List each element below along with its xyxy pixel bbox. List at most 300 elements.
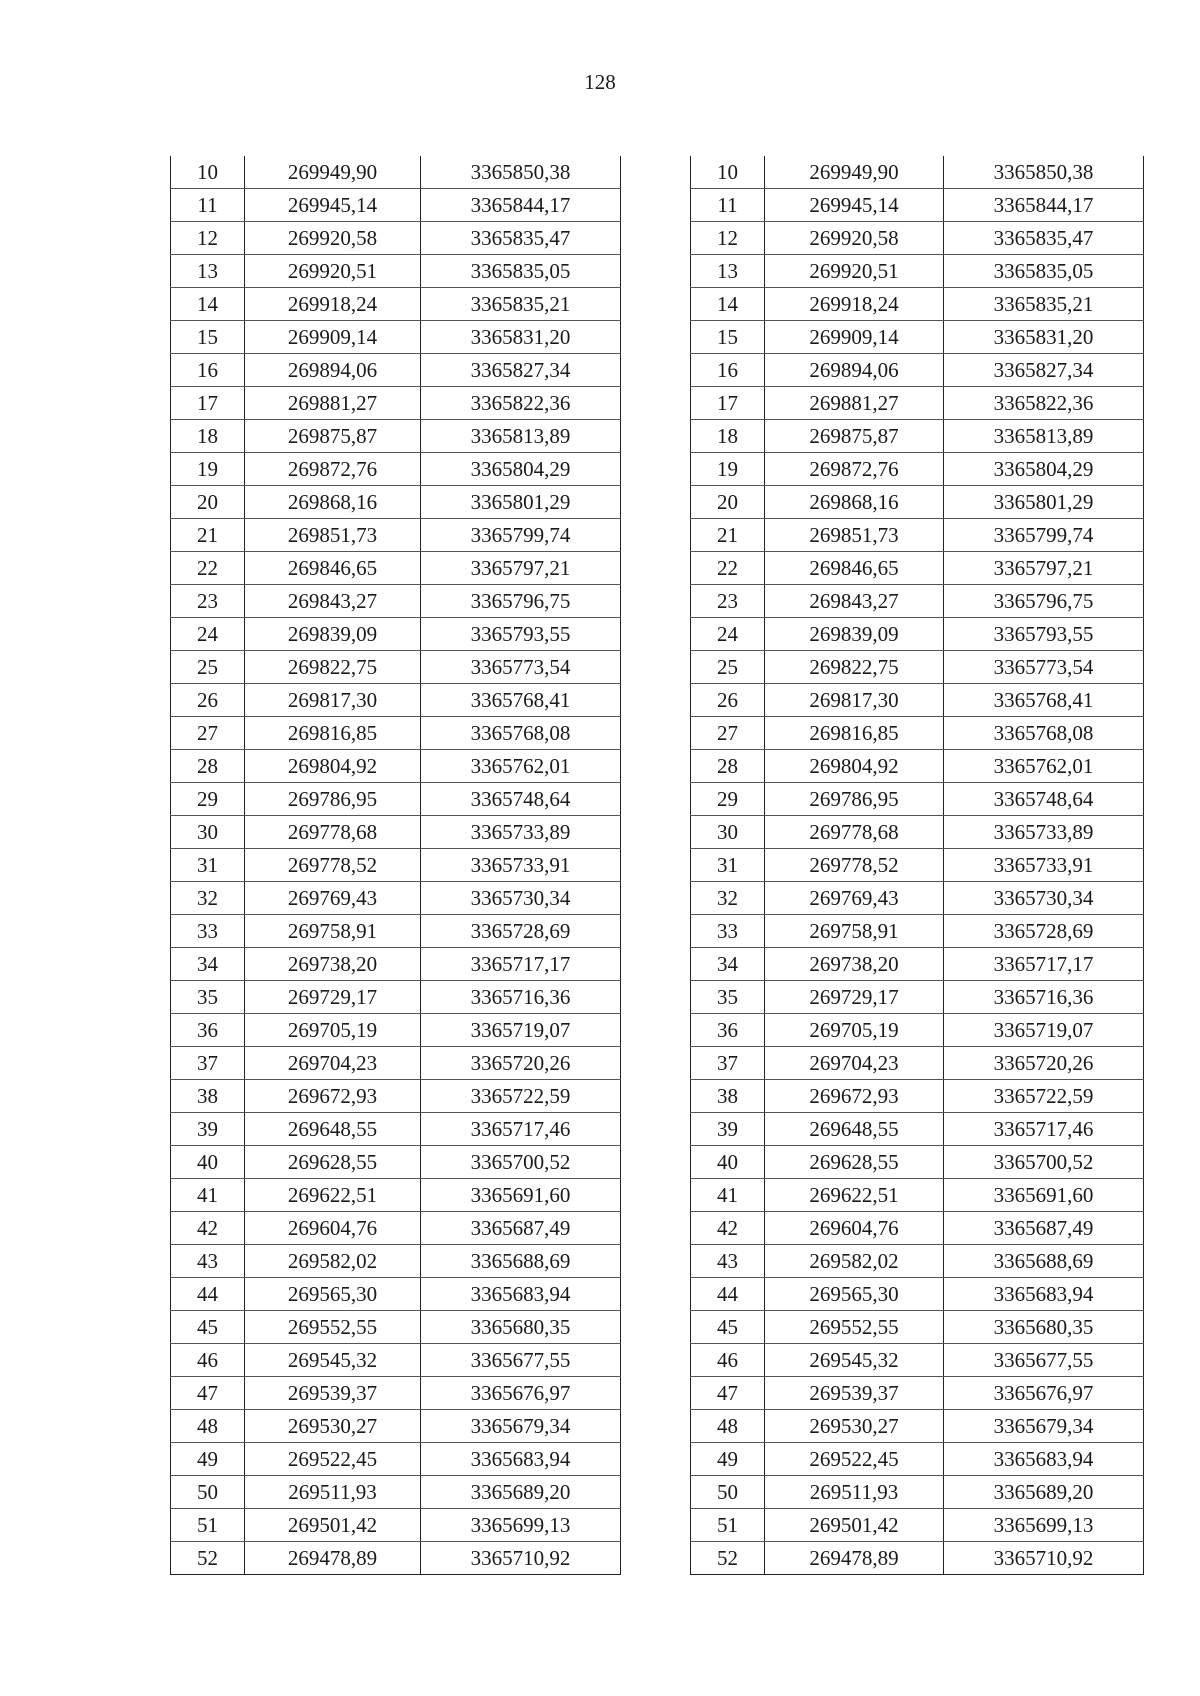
y-coordinate-cell: 3365691,60 [944,1179,1144,1212]
y-coordinate-cell: 3365822,36 [421,387,621,420]
point-number-cell: 41 [171,1179,245,1212]
x-coordinate-cell: 269501,42 [245,1509,421,1542]
x-coordinate-cell: 269545,32 [765,1344,944,1377]
y-coordinate-cell: 3365804,29 [421,453,621,486]
point-number-cell: 11 [171,189,245,222]
table-row [171,453,621,486]
y-coordinate-cell: 3365822,36 [944,387,1144,420]
x-coordinate-cell: 269530,27 [765,1410,944,1443]
y-coordinate-cell: 3365679,34 [421,1410,621,1443]
point-number-cell: 25 [171,651,245,684]
table-row [691,651,1144,684]
point-number-cell: 23 [691,585,765,618]
y-coordinate-cell: 3365728,69 [944,915,1144,948]
table-row [691,1245,1144,1278]
table-row [691,1179,1144,1212]
table-row [691,1212,1144,1245]
y-coordinate-cell: 3365844,17 [944,189,1144,222]
point-number-cell: 20 [691,486,765,519]
y-coordinate-cell: 3365835,47 [421,222,621,255]
x-coordinate-cell: 269705,19 [765,1014,944,1047]
point-number-cell: 45 [171,1311,245,1344]
point-number-cell: 22 [691,552,765,585]
table-row [171,1344,621,1377]
point-number-cell: 34 [691,948,765,981]
x-coordinate-cell: 269851,73 [245,519,421,552]
point-number-cell: 20 [171,486,245,519]
point-number-cell: 50 [691,1476,765,1509]
y-coordinate-cell: 3365850,38 [421,156,621,189]
y-coordinate-cell: 3365728,69 [421,915,621,948]
y-coordinate-cell: 3365748,64 [944,783,1144,816]
x-coordinate-cell: 269478,89 [245,1542,421,1575]
table-row [171,882,621,915]
point-number-cell: 40 [171,1146,245,1179]
point-number-cell: 17 [171,387,245,420]
y-coordinate-cell: 3365699,13 [421,1509,621,1542]
table-row [691,288,1144,321]
table-row [691,1047,1144,1080]
x-coordinate-cell: 269839,09 [245,618,421,651]
y-coordinate-cell: 3365716,36 [944,981,1144,1014]
x-coordinate-cell: 269920,51 [765,255,944,288]
point-number-cell: 23 [171,585,245,618]
y-coordinate-cell: 3365717,46 [944,1113,1144,1146]
point-number-cell: 17 [691,387,765,420]
table-row [171,387,621,420]
y-coordinate-cell: 3365797,21 [944,552,1144,585]
y-coordinate-cell: 3365688,69 [421,1245,621,1278]
coordinate-table-right [690,156,1144,1575]
table-row [691,882,1144,915]
table-row [691,1146,1144,1179]
x-coordinate-cell: 269843,27 [245,585,421,618]
x-coordinate-cell: 269920,58 [765,222,944,255]
point-number-cell: 47 [171,1377,245,1410]
table-row [691,585,1144,618]
point-number-cell: 19 [171,453,245,486]
y-coordinate-cell: 3365677,55 [421,1344,621,1377]
x-coordinate-cell: 269816,85 [245,717,421,750]
x-coordinate-cell: 269648,55 [765,1113,944,1146]
x-coordinate-cell: 269817,30 [245,684,421,717]
point-number-cell: 48 [691,1410,765,1443]
table-row [691,783,1144,816]
table-row [171,783,621,816]
point-number-cell: 36 [171,1014,245,1047]
x-coordinate-cell: 269648,55 [245,1113,421,1146]
y-coordinate-cell: 3365835,05 [421,255,621,288]
x-coordinate-cell: 269778,68 [765,816,944,849]
table-row [691,222,1144,255]
table-row [691,948,1144,981]
point-number-cell: 42 [171,1212,245,1245]
table-row [171,486,621,519]
x-coordinate-cell: 269894,06 [245,354,421,387]
table-row [691,1410,1144,1443]
point-number-cell: 18 [691,420,765,453]
y-coordinate-cell: 3365719,07 [421,1014,621,1047]
table-row [171,420,621,453]
point-number-cell: 46 [691,1344,765,1377]
point-number-cell: 39 [171,1113,245,1146]
point-number-cell: 31 [691,849,765,882]
x-coordinate-cell: 269565,30 [765,1278,944,1311]
y-coordinate-cell: 3365762,01 [944,750,1144,783]
y-coordinate-cell: 3365683,94 [944,1443,1144,1476]
y-coordinate-cell: 3365768,08 [421,717,621,750]
point-number-cell: 51 [171,1509,245,1542]
x-coordinate-cell: 269778,52 [765,849,944,882]
table-row [691,189,1144,222]
table-row [691,618,1144,651]
y-coordinate-cell: 3365850,38 [944,156,1144,189]
x-coordinate-cell: 269565,30 [245,1278,421,1311]
y-coordinate-cell: 3365813,89 [421,420,621,453]
point-number-cell: 33 [691,915,765,948]
y-coordinate-cell: 3365733,89 [944,816,1144,849]
x-coordinate-cell: 269949,90 [765,156,944,189]
y-coordinate-cell: 3365687,49 [421,1212,621,1245]
y-coordinate-cell: 3365773,54 [421,651,621,684]
x-coordinate-cell: 269846,65 [765,552,944,585]
y-coordinate-cell: 3365748,64 [421,783,621,816]
x-coordinate-cell: 269628,55 [245,1146,421,1179]
coordinate-table-right-body [691,156,1144,1575]
y-coordinate-cell: 3365733,89 [421,816,621,849]
point-number-cell: 35 [691,981,765,1014]
y-coordinate-cell: 3365680,35 [421,1311,621,1344]
table-row [171,1509,621,1542]
y-coordinate-cell: 3365722,59 [944,1080,1144,1113]
y-coordinate-cell: 3365827,34 [944,354,1144,387]
x-coordinate-cell: 269875,87 [245,420,421,453]
table-row [691,156,1144,189]
x-coordinate-cell: 269704,23 [765,1047,944,1080]
point-number-cell: 49 [171,1443,245,1476]
table-row [171,1443,621,1476]
x-coordinate-cell: 269881,27 [245,387,421,420]
x-coordinate-cell: 269909,14 [245,321,421,354]
y-coordinate-cell: 3365683,94 [944,1278,1144,1311]
y-coordinate-cell: 3365717,17 [944,948,1144,981]
table-row [691,816,1144,849]
y-coordinate-cell: 3365730,34 [421,882,621,915]
point-number-cell: 47 [691,1377,765,1410]
y-coordinate-cell: 3365699,13 [944,1509,1144,1542]
y-coordinate-cell: 3365799,74 [421,519,621,552]
x-coordinate-cell: 269778,52 [245,849,421,882]
point-number-cell: 10 [691,156,765,189]
point-number-cell: 37 [691,1047,765,1080]
point-number-cell: 21 [691,519,765,552]
point-number-cell: 27 [691,717,765,750]
point-number-cell: 13 [691,255,765,288]
point-number-cell: 18 [171,420,245,453]
x-coordinate-cell: 269816,85 [765,717,944,750]
table-row [691,1542,1144,1575]
x-coordinate-cell: 269478,89 [765,1542,944,1575]
y-coordinate-cell: 3365835,21 [421,288,621,321]
y-coordinate-cell: 3365687,49 [944,1212,1144,1245]
x-coordinate-cell: 269918,24 [765,288,944,321]
table-row [691,1311,1144,1344]
table-row [691,1278,1144,1311]
table-row [171,1113,621,1146]
y-coordinate-cell: 3365793,55 [944,618,1144,651]
y-coordinate-cell: 3365801,29 [421,486,621,519]
point-number-cell: 14 [691,288,765,321]
x-coordinate-cell: 269868,16 [765,486,944,519]
x-coordinate-cell: 269622,51 [245,1179,421,1212]
x-coordinate-cell: 269872,76 [765,453,944,486]
x-coordinate-cell: 269501,42 [765,1509,944,1542]
x-coordinate-cell: 269522,45 [245,1443,421,1476]
x-coordinate-cell: 269875,87 [765,420,944,453]
point-number-cell: 48 [171,1410,245,1443]
point-number-cell: 32 [691,882,765,915]
y-coordinate-cell: 3365730,34 [944,882,1144,915]
x-coordinate-cell: 269758,91 [765,915,944,948]
point-number-cell: 41 [691,1179,765,1212]
point-number-cell: 15 [691,321,765,354]
y-coordinate-cell: 3365835,05 [944,255,1144,288]
x-coordinate-cell: 269769,43 [765,882,944,915]
y-coordinate-cell: 3365717,17 [421,948,621,981]
table-row [691,552,1144,585]
table-row [171,321,621,354]
table-row [171,222,621,255]
point-number-cell: 34 [171,948,245,981]
x-coordinate-cell: 269582,02 [765,1245,944,1278]
table-row [171,255,621,288]
table-row [171,618,621,651]
point-number-cell: 43 [171,1245,245,1278]
y-coordinate-cell: 3365720,26 [944,1047,1144,1080]
x-coordinate-cell: 269511,93 [245,1476,421,1509]
table-row [171,1476,621,1509]
table-row [691,981,1144,1014]
x-coordinate-cell: 269582,02 [245,1245,421,1278]
x-coordinate-cell: 269628,55 [765,1146,944,1179]
table-row [171,1014,621,1047]
table-row [171,981,621,1014]
table-row [691,1344,1144,1377]
table-row [171,849,621,882]
y-coordinate-cell: 3365717,46 [421,1113,621,1146]
point-number-cell: 12 [171,222,245,255]
table-row [171,1047,621,1080]
y-coordinate-cell: 3365796,75 [421,585,621,618]
y-coordinate-cell: 3365804,29 [944,453,1144,486]
table-row [171,1179,621,1212]
point-number-cell: 29 [171,783,245,816]
table-row [171,189,621,222]
x-coordinate-cell: 269920,51 [245,255,421,288]
table-row [171,1542,621,1575]
point-number-cell: 13 [171,255,245,288]
y-coordinate-cell: 3365801,29 [944,486,1144,519]
y-coordinate-cell: 3365719,07 [944,1014,1144,1047]
table-row [691,717,1144,750]
y-coordinate-cell: 3365688,69 [944,1245,1144,1278]
y-coordinate-cell: 3365813,89 [944,420,1144,453]
table-row [171,156,621,189]
coordinate-table-left [170,156,621,1575]
point-number-cell: 16 [691,354,765,387]
x-coordinate-cell: 269604,76 [765,1212,944,1245]
x-coordinate-cell: 269705,19 [245,1014,421,1047]
y-coordinate-cell: 3365676,97 [421,1377,621,1410]
table-row [171,1278,621,1311]
y-coordinate-cell: 3365799,74 [944,519,1144,552]
x-coordinate-cell: 269552,55 [765,1311,944,1344]
table-row [691,849,1144,882]
x-coordinate-cell: 269729,17 [245,981,421,1014]
point-number-cell: 33 [171,915,245,948]
x-coordinate-cell: 269622,51 [765,1179,944,1212]
table-row [171,1080,621,1113]
y-coordinate-cell: 3365691,60 [421,1179,621,1212]
y-coordinate-cell: 3365720,26 [421,1047,621,1080]
x-coordinate-cell: 269786,95 [765,783,944,816]
x-coordinate-cell: 269729,17 [765,981,944,1014]
table-row [171,816,621,849]
x-coordinate-cell: 269839,09 [765,618,944,651]
point-number-cell: 38 [691,1080,765,1113]
point-number-cell: 30 [691,816,765,849]
table-row [171,717,621,750]
y-coordinate-cell: 3365768,41 [944,684,1144,717]
y-coordinate-cell: 3365689,20 [421,1476,621,1509]
x-coordinate-cell: 269672,93 [245,1080,421,1113]
point-number-cell: 31 [171,849,245,882]
x-coordinate-cell: 269552,55 [245,1311,421,1344]
x-coordinate-cell: 269672,93 [765,1080,944,1113]
point-number-cell: 44 [171,1278,245,1311]
table-row [171,1410,621,1443]
point-number-cell: 50 [171,1476,245,1509]
x-coordinate-cell: 269822,75 [245,651,421,684]
point-number-cell: 51 [691,1509,765,1542]
point-number-cell: 27 [171,717,245,750]
x-coordinate-cell: 269778,68 [245,816,421,849]
y-coordinate-cell: 3365733,91 [944,849,1144,882]
page-number: 128 [584,70,616,94]
x-coordinate-cell: 269539,37 [245,1377,421,1410]
x-coordinate-cell: 269738,20 [765,948,944,981]
table-row [691,519,1144,552]
point-number-cell: 45 [691,1311,765,1344]
point-number-cell: 28 [171,750,245,783]
table-row [691,354,1144,387]
table-row [171,948,621,981]
point-number-cell: 24 [171,618,245,651]
point-number-cell: 37 [171,1047,245,1080]
y-coordinate-cell: 3365676,97 [944,1377,1144,1410]
point-number-cell: 43 [691,1245,765,1278]
y-coordinate-cell: 3365835,47 [944,222,1144,255]
x-coordinate-cell: 269872,76 [245,453,421,486]
table-row [691,1443,1144,1476]
x-coordinate-cell: 269881,27 [765,387,944,420]
point-number-cell: 46 [171,1344,245,1377]
y-coordinate-cell: 3365793,55 [421,618,621,651]
y-coordinate-cell: 3365710,92 [421,1542,621,1575]
y-coordinate-cell: 3365835,21 [944,288,1144,321]
table-row [171,750,621,783]
x-coordinate-cell: 269949,90 [245,156,421,189]
x-coordinate-cell: 269851,73 [765,519,944,552]
x-coordinate-cell: 269511,93 [765,1476,944,1509]
x-coordinate-cell: 269704,23 [245,1047,421,1080]
point-number-cell: 38 [171,1080,245,1113]
table-row [171,288,621,321]
x-coordinate-cell: 269539,37 [765,1377,944,1410]
y-coordinate-cell: 3365689,20 [944,1476,1144,1509]
x-coordinate-cell: 269909,14 [765,321,944,354]
table-row [691,453,1144,486]
table-row [691,1377,1144,1410]
point-number-cell: 14 [171,288,245,321]
point-number-cell: 22 [171,552,245,585]
y-coordinate-cell: 3365677,55 [944,1344,1144,1377]
table-row [171,684,621,717]
point-number-cell: 11 [691,189,765,222]
x-coordinate-cell: 269530,27 [245,1410,421,1443]
y-coordinate-cell: 3365679,34 [944,1410,1144,1443]
point-number-cell: 52 [171,1542,245,1575]
x-coordinate-cell: 269920,58 [245,222,421,255]
y-coordinate-cell: 3365700,52 [944,1146,1144,1179]
point-number-cell: 29 [691,783,765,816]
x-coordinate-cell: 269945,14 [245,189,421,222]
table-row [171,519,621,552]
point-number-cell: 49 [691,1443,765,1476]
point-number-cell: 40 [691,1146,765,1179]
point-number-cell: 19 [691,453,765,486]
table-row [691,915,1144,948]
point-number-cell: 24 [691,618,765,651]
y-coordinate-cell: 3365733,91 [421,849,621,882]
x-coordinate-cell: 269817,30 [765,684,944,717]
y-coordinate-cell: 3365797,21 [421,552,621,585]
x-coordinate-cell: 269868,16 [245,486,421,519]
table-row [691,1113,1144,1146]
x-coordinate-cell: 269769,43 [245,882,421,915]
y-coordinate-cell: 3365762,01 [421,750,621,783]
y-coordinate-cell: 3365768,41 [421,684,621,717]
point-number-cell: 12 [691,222,765,255]
y-coordinate-cell: 3365683,94 [421,1278,621,1311]
table-row [171,354,621,387]
x-coordinate-cell: 269738,20 [245,948,421,981]
y-coordinate-cell: 3365716,36 [421,981,621,1014]
table-row [691,420,1144,453]
table-row [171,651,621,684]
y-coordinate-cell: 3365827,34 [421,354,621,387]
table-row [171,552,621,585]
y-coordinate-cell: 3365831,20 [421,321,621,354]
table-row [171,1377,621,1410]
x-coordinate-cell: 269894,06 [765,354,944,387]
y-coordinate-cell: 3365796,75 [944,585,1144,618]
coordinate-table-left-body [171,156,621,1575]
y-coordinate-cell: 3365844,17 [421,189,621,222]
x-coordinate-cell: 269786,95 [245,783,421,816]
table-row [171,1146,621,1179]
x-coordinate-cell: 269918,24 [245,288,421,321]
